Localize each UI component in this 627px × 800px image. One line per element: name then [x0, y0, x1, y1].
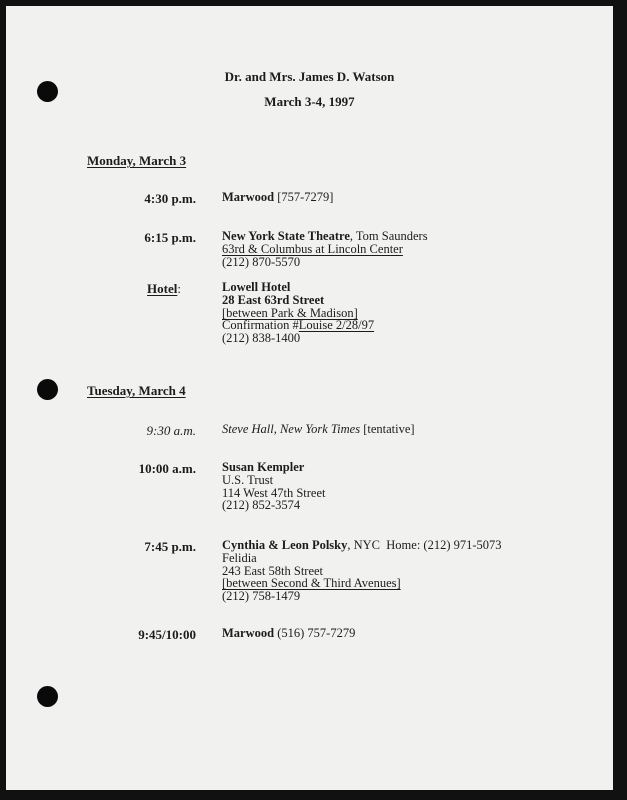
event-name: Marwood [222, 626, 275, 640]
hotel-street: 28 East 63rd Street [222, 292, 325, 307]
event-phone: (212) 870-5570 [222, 254, 301, 269]
event-steve-hall [222, 423, 415, 436]
event-name: New York State Theatre [222, 229, 350, 243]
event-time: 6:15 p.m. [144, 230, 196, 245]
event-note: [tentative] [360, 422, 415, 436]
tuesday-heading: Tuesday, March 4 [87, 383, 186, 398]
event-kempler [222, 461, 326, 512]
itinerary-dates: March 3-4, 1997 [264, 94, 355, 109]
event-polsky [222, 539, 502, 603]
event-name: Marwood [222, 190, 275, 204]
hotel-details [222, 281, 374, 345]
event-name: Cynthia & Leon Polsky [222, 538, 348, 552]
document-page [6, 6, 613, 790]
event-phone: (212) 758-1479 [222, 589, 301, 604]
punch-hole-bottom [37, 686, 58, 707]
event-marwood [222, 191, 333, 204]
event-time: 4:30 p.m. [144, 191, 196, 206]
event-name: Susan Kempler [222, 460, 305, 474]
monday-heading: Monday, March 3 [87, 153, 187, 168]
punch-hole-middle [37, 379, 58, 400]
event-org: U.S. Trust [222, 472, 274, 487]
event-theatre [222, 230, 428, 268]
event-marwood-late [222, 627, 355, 640]
event-time: 7:45 p.m. [144, 539, 196, 554]
itinerary-names: Dr. and Mrs. James D. Watson [224, 69, 395, 84]
event-between: [between Second & Third Avenues] [222, 576, 401, 591]
hotel-confirmation: Confirmation #Louise 2/28/97 [222, 318, 375, 333]
event-address: 63rd & Columbus at Lincoln Center [222, 241, 403, 256]
event-phone: (212) 852-3574 [222, 498, 301, 513]
event-contact: , Tom Saunders [349, 229, 428, 243]
event-venue: Felidia [222, 550, 257, 565]
event-location: , NYC Home: (212) 971-5073 [347, 538, 502, 552]
event-phone: (516) 757-7279 [277, 626, 356, 640]
event-time: 10:00 a.m. [138, 461, 196, 476]
event-time: 9:30 a.m. [146, 423, 196, 438]
event-street: 243 East 58th Street [222, 563, 324, 578]
event-name: Steve Hall, New York Times [222, 422, 361, 436]
hotel-phone: (212) 838-1400 [222, 331, 301, 346]
hotel-between: [between Park & Madison] [222, 305, 358, 320]
hotel-label: Hotel: [147, 281, 181, 296]
hotel-name: Lowell Hotel [222, 280, 291, 294]
event-time: 9:45/10:00 [138, 627, 196, 642]
event-street: 114 West 47th Street [222, 485, 326, 500]
event-phone: [757-7279] [277, 190, 334, 204]
